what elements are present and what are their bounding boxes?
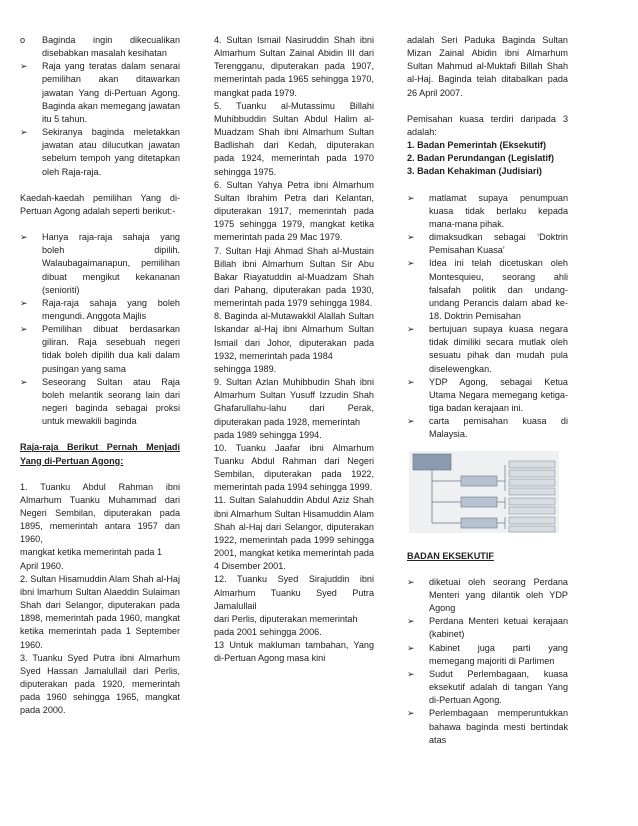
list-item: ➢ Perdana Menteri ketuai kerajaan (kabinet)	[407, 615, 568, 641]
list-item: ➢ Raja yang teratas dalam senarai pemilihan akan ditawarkan jawatan Yang di-Pertuan Agong. Baginda akan memegang jawatan itu 5 tahun.	[20, 60, 180, 126]
list-item: ➢ dimaksudkan sebagai ‘Doktrin Pemisahan Kuasa’	[407, 231, 568, 257]
arrow-bullet-icon: ➢	[407, 668, 415, 679]
power-item: 3. Badan Kehakiman (Judisiari)	[407, 166, 542, 177]
ruler-entry: 13 Untuk makluman tambahan, Yang di-Pertuan Agong masa kini	[214, 640, 374, 664]
circle-bullet-icon: o	[20, 35, 26, 45]
list-item: ➢ bertujuan supaya kuasa negara tidak dimiliki secara mutlak oleh sesuatu pihak dan mudah pula diselewengkan.	[407, 323, 568, 376]
paragraph-intro: adalah Seri Paduka Baginda Sultan Mizan Zainal Abidin ibni Almarhum Sultan Mahmud al-Muktafi Billah Shah al-Haj. Baginda telah ditabalkan pada 26 April 2007.	[407, 35, 568, 98]
list-item: ➢ Pemilihan dibuat berdasarkan giliran. Raja sesebuah negeri tidak boleh dipilih dua kali dalam pusingan yang sama	[20, 323, 180, 376]
ruler-entry: mangkat ketika memerintah pada 1 April 1960.	[20, 547, 163, 571]
ruler-entry: 11. Sultan Salahuddin Abdul Aziz Shah ibni Almarhum Sultan Hisamuddin Alam Shah al-Haj dari Selangor, diputerakan 1922, memerintah pada 1999 sehingga 2001, mangkat ketika memerintah pada 4 Disember 2001.	[214, 495, 374, 572]
column-2	[214, 34, 374, 666]
arrow-bullet-icon: ➢	[20, 324, 28, 335]
ruler-entry: 2. Sultan Hisamuddin Alam Shah al-Haj ibni lmarhum Sultan Alaeddin Sulaiman Shah dari Selangor, diputerakan pada 1898, memerintah pada 1960, mangkat ketika memerintah pada 1 September 1960.	[20, 573, 180, 650]
ruler-entry: pada 1989 sehingga 1994.	[214, 429, 322, 440]
powers-list	[407, 139, 568, 178]
arrow-bullet-icon: ➢	[407, 416, 415, 427]
arrow-bullet-icon: ➢	[20, 127, 28, 138]
arrow-bullet-icon: ➢	[407, 258, 415, 269]
arrow-bullet-icon: ➢	[407, 642, 415, 653]
list-item: ➢ Perlembagaan memperuntukkan bahawa baginda mesti bertindak atas	[407, 707, 568, 746]
ruler-entry: dari Perlis, diputerakan memerintah pada 2001 sehingga 2006.	[214, 613, 358, 638]
column-1	[20, 34, 180, 718]
list-item: ➢ YDP Agong, sebagai Ketua Utama Negara memegang ketiga-tiga badan kerajaan ini.	[407, 376, 568, 415]
arrow-bullet-icon: ➢	[20, 297, 28, 308]
ruler-entry: 8. Baginda al-Mutawakkil Alallah Sultan Iskandar al-Haj ibni Almarhum Sultan Ismail dari Johor, diputerakan pada 1932, memerintah pada 1984	[214, 311, 374, 361]
ruler-entry: 10. Tuanku Jaafar ibni Almarhum Tuanku Abdul Rahman dari Negeri Sembilan, diputerakan pada 1922, memerintah pada 1994 sehingga 1999.	[214, 442, 374, 493]
ruler-entry: 4. Sultan Ismail Nasiruddin Shah ibni Almarhum Sultan Zainal Abidin III dari Terengganu, diputerakan pada 1907, memerintah pada 1965 sehingga 1970, mangkat pada 1979.	[214, 35, 374, 98]
list-item: ➢ Raja-raja sahaja yang boleh mengundi. Anggota Majlis	[20, 297, 180, 323]
list-item: ➢ carta pemisahan kuasa di Malaysia.	[407, 415, 568, 441]
list-item: ➢ Sekiranya baginda meletakkan jawatan atau dilucutkan jawatan sebelum tempoh yang ditetapkan oleh Raja-raja.	[20, 126, 180, 179]
column-3	[407, 34, 568, 747]
ruler-entry: 7. Sultan Haji Ahmad Shah al-Mustain Billah ibni Almarhum Sultan Sir Abu Bakar Riayatuddin al-Muadzam Shah dari Pahang, diputerakan pada 1930, memerintah pada 1979 sehingga 1984.	[214, 245, 374, 309]
section-heading: BADAN EKSEKUTIF	[407, 550, 494, 561]
ruler-entry: 12. Tuanku Syed Sirajuddin ibni Almarhum Tuanku Syed Putra Jamalullail	[214, 574, 374, 611]
arrow-bullet-icon: ➢	[20, 61, 28, 72]
list-item: ➢ Hanya raja-raja sahaja yang boleh dipilih. Walaubagaimanapun, pemilihan dibuat mengikut kekananan (senioriti)	[20, 231, 180, 297]
arrow-bullet-icon: ➢	[20, 376, 28, 387]
arrow-bullet-icon: ➢	[407, 192, 415, 203]
list-item: ➢ Idea ini telah dicetuskan oleh Montesquieu, seorang ahli falsafah politik dan undang-undang Perancis dalam abad ke-18. Doktrin Pemisahan	[407, 257, 568, 323]
list-item: ➢ matlamat supaya penumpuan kuasa tidak berlaku kepada mana-mana pihak.	[407, 192, 568, 231]
separation-of-powers-chart-image	[409, 451, 559, 533]
paragraph-kaedah: Kaedah-kaedah pemilihan Yang di-Pertuan Agong adalah seperti berikut:-	[20, 192, 180, 216]
arrow-bullet-icon: ➢	[20, 232, 28, 243]
power-item: 2. Badan Perundangan (Legislatif)	[407, 153, 555, 164]
list-item: ➢ Seseorang Sultan atau Raja boleh melantik seorang lain dari negeri baginda sebagai proksi untuk mewakili baginda	[20, 376, 180, 429]
power-item: 1. Badan Pemerintah (Eksekutif)	[407, 140, 546, 151]
ruler-entry: 3. Tuanku Syed Putra ibni Almarhum Syed Hassan Jamalullail dari Perlis, diputerakan pada 1920, memerintah pada 1960 sehingga 1965, mangkat pada 2000.	[20, 652, 180, 716]
ruler-entry: sehingga 1989.	[214, 363, 277, 374]
circle-list-item: o Baginda ingin dikecualikan disebabkan masalah kesihatan	[20, 34, 180, 60]
paragraph-pemisahan: Pemisahan kuasa terdiri daripada 3 adalah:	[407, 113, 568, 137]
arrow-bullet-icon: ➢	[407, 324, 415, 335]
arrow-bullet-icon: ➢	[407, 232, 415, 243]
ruler-entry: 5. Tuanku al-Mutassimu Billahi Muhibbuddin Sultan Abdul Halim al-Muadzam Shah ibni Almarhum Sultan Badlishah dari Kedah, diputerakan pada 1924, memerintah pada 1970 sehingga 1975.	[214, 100, 374, 177]
arrow-bullet-icon: ➢	[407, 376, 415, 387]
section-heading: Raja-raja Berikut Pernah Menjadi Yang di-Pertuan Agong:	[20, 442, 180, 466]
arrow-bullet-icon: ➢	[407, 576, 415, 587]
list-item: ➢ Kabinet juga parti yang memegang majoriti di Parlimen	[407, 642, 568, 668]
arrow-bullet-icon: ➢	[407, 708, 415, 719]
list-item: ➢ diketuai oleh seorang Perdana Menteri yang dilantik oleh YDP Agong	[407, 576, 568, 615]
ruler-entry: 1. Tuanku Abdul Rahman ibni Almarhum Tuanku Muhammad dari Negeri Sembilan, diputerakan pada 1895, memerintah antara 1957 dan 1960,	[20, 481, 180, 545]
ruler-entry: 9. Sultan Azlan Muhibbudin Shah ibni Almarhum Sultan Yusuff Izzudin Shah Ghafarullahu-lahu dari Perak, diputerakan pada 1928, memerintah	[214, 377, 374, 427]
list-item: ➢ Sudut Perlembagaan, kuasa eksekutif adalah di tangan Yang di-Pertuan Agong.	[407, 668, 568, 707]
arrow-bullet-icon: ➢	[407, 616, 415, 627]
ruler-entry: 6. Sultan Yahya Petra ibni Almarhum Sultan Ibrahim Petra dari Kelantan, diputerakan 1917, memerintah pada 1975 sehingga 1979, mangkat ketika memerintah pada 29 Mac 1979.	[214, 179, 374, 243]
